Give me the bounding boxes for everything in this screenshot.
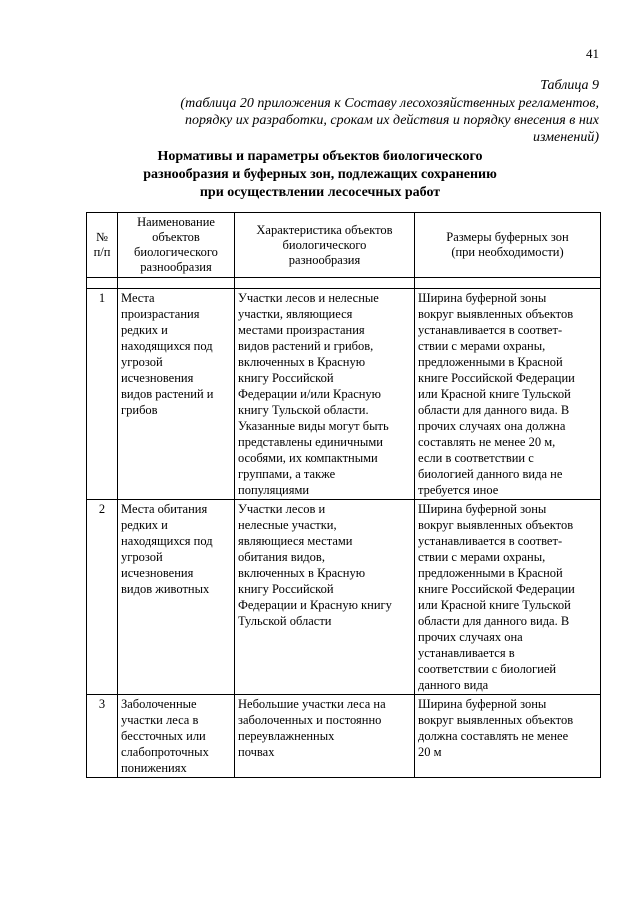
cell-line: включенных в Красную bbox=[238, 566, 366, 580]
header-cell-name bbox=[118, 213, 235, 278]
table-header-row bbox=[87, 213, 601, 278]
table-label: Таблица 9 bbox=[540, 78, 599, 93]
row-buffer-cell bbox=[415, 289, 601, 500]
cell-line: Участки лесов и нелесные bbox=[238, 291, 379, 305]
cell-line: книгу Российской bbox=[238, 371, 334, 385]
cell-line: нелесные участки, bbox=[238, 518, 337, 532]
cell-line: грибов bbox=[121, 403, 158, 417]
cell-line: угрозой bbox=[121, 355, 163, 369]
header-cell-buffer bbox=[415, 213, 601, 278]
cell-line: книге Российской Федерации bbox=[418, 371, 575, 385]
cell-line: Ширина буферной зоны bbox=[418, 697, 547, 711]
header-line: (при необходимости) bbox=[451, 245, 564, 259]
cell-line: книгу Российской bbox=[238, 582, 334, 596]
cell-line: прочих случаях она bbox=[418, 630, 523, 644]
cell-line: 20 м bbox=[418, 745, 442, 759]
cell-line: вокруг выявленных объектов bbox=[418, 518, 574, 532]
cell-line: Федерации и/или Красную bbox=[238, 387, 382, 401]
biodiversity-table bbox=[86, 212, 601, 778]
cell-line: вокруг выявленных объектов bbox=[418, 713, 574, 727]
cell-line: или Красной книге Тульской bbox=[418, 598, 571, 612]
cell-line: вокруг выявленных объектов bbox=[418, 307, 574, 321]
header-line: № bbox=[96, 230, 108, 244]
header-cell-number bbox=[87, 213, 118, 278]
row-name-cell bbox=[118, 500, 235, 695]
header-line: Характеристика объектов bbox=[256, 222, 393, 237]
row-number-cell: 2 bbox=[87, 500, 118, 695]
heading-line: при осуществлении лесосечных работ bbox=[199, 185, 441, 200]
cell-line: представлены единичными bbox=[238, 435, 383, 449]
table-spacer-row bbox=[87, 278, 601, 289]
cell-line: почвах bbox=[238, 745, 275, 759]
cell-line: включенных в Красную bbox=[238, 355, 366, 369]
cell-line: понижениях bbox=[121, 761, 187, 775]
cell-line: ствии с мерами охраны, bbox=[418, 339, 546, 353]
cell-line: видов растений и грибов, bbox=[238, 339, 374, 353]
cell-line: видов растений и bbox=[121, 387, 214, 401]
cell-line: произрастания bbox=[121, 307, 200, 321]
subtitle-line: порядку их разработки, срокам их действия и порядку внесения в них bbox=[185, 113, 599, 128]
cell-line: области для данного вида. В bbox=[418, 403, 570, 417]
cell-line: Тульской области bbox=[238, 614, 332, 628]
cell-line: исчезновения bbox=[121, 566, 194, 580]
cell-line: бессточных или bbox=[121, 729, 206, 743]
row-name-cell bbox=[118, 695, 235, 778]
row-buffer-cell bbox=[415, 695, 601, 778]
cell-line: находящихся под bbox=[121, 534, 213, 548]
cell-line: находящихся под bbox=[121, 339, 213, 353]
row-characteristic-cell bbox=[235, 695, 415, 778]
cell-line: если в соответствии с bbox=[418, 451, 534, 465]
row-characteristic-cell bbox=[235, 500, 415, 695]
cell-line: Места bbox=[121, 291, 155, 305]
cell-line: Участки лесов и bbox=[238, 502, 326, 516]
cell-line: области для данного вида. В bbox=[418, 614, 570, 628]
cell-line: требуется иное bbox=[418, 483, 499, 497]
cell-line: исчезновения bbox=[121, 371, 194, 385]
cell-line: соответствии с биологией bbox=[418, 662, 557, 676]
table-row bbox=[87, 695, 601, 778]
spacer-cell bbox=[415, 278, 601, 289]
cell-line: биологией данного вида не bbox=[418, 467, 563, 481]
cell-line: Небольшие участки леса на bbox=[238, 697, 386, 711]
header-line: биологического bbox=[282, 237, 367, 252]
cell-line: данного вида bbox=[418, 678, 489, 692]
cell-line: участки, являющиеся bbox=[238, 307, 353, 321]
page-number: 41 bbox=[586, 46, 599, 61]
cell-line: Места обитания bbox=[121, 502, 208, 516]
spacer-cell bbox=[87, 278, 118, 289]
row-characteristic-cell bbox=[235, 289, 415, 500]
cell-line: заболоченных и постоянно bbox=[238, 713, 382, 727]
cell-line: книгу Тульской области. bbox=[238, 403, 369, 417]
header-line: разнообразия bbox=[288, 252, 361, 267]
cell-line: Ширина буферной зоны bbox=[418, 502, 547, 516]
cell-line: видов животных bbox=[121, 582, 210, 596]
header-line: Наименование bbox=[137, 215, 215, 229]
cell-line: редких и bbox=[121, 518, 168, 532]
subtitle-line: изменений) bbox=[532, 130, 599, 145]
table-subtitle bbox=[120, 95, 599, 146]
cell-line: Указанные виды могут быть bbox=[238, 419, 389, 433]
cell-line: Федерации и Красную книгу bbox=[238, 598, 392, 612]
table-heading bbox=[120, 148, 520, 202]
subtitle-line: (таблица 20 приложения к Составу лесохозяйственных регламентов, bbox=[180, 96, 599, 111]
row-buffer-cell bbox=[415, 500, 601, 695]
table-row bbox=[87, 289, 601, 500]
cell-line: группами, а также bbox=[238, 467, 336, 481]
cell-line: Заболоченные bbox=[121, 697, 197, 711]
cell-line: переувлажненных bbox=[238, 729, 335, 743]
cell-line: ствии с мерами охраны, bbox=[418, 550, 546, 564]
cell-line: угрозой bbox=[121, 550, 163, 564]
table-row bbox=[87, 500, 601, 695]
row-number-cell: 1 bbox=[87, 289, 118, 500]
cell-line: устанавливается в bbox=[418, 646, 515, 660]
cell-line: местами произрастания bbox=[238, 323, 365, 337]
header-line: объектов bbox=[152, 230, 200, 244]
spacer-cell bbox=[118, 278, 235, 289]
header-line: Размеры буферных зон bbox=[446, 230, 569, 244]
cell-line: особями, их компактными bbox=[238, 451, 378, 465]
cell-line: Ширина буферной зоны bbox=[418, 291, 547, 305]
cell-line: слабопроточных bbox=[121, 745, 209, 759]
spacer-cell bbox=[235, 278, 415, 289]
cell-line: редких и bbox=[121, 323, 168, 337]
cell-line: обитания видов, bbox=[238, 550, 325, 564]
cell-line: составлять не менее 20 м, bbox=[418, 435, 556, 449]
heading-line: разнообразия и буферных зон, подлежащих сохранению bbox=[143, 167, 497, 182]
cell-line: устанавливается в соответ- bbox=[418, 534, 563, 548]
cell-line: предложенными в Красной bbox=[418, 355, 563, 369]
cell-line: устанавливается в соответ- bbox=[418, 323, 563, 337]
row-number-cell: 3 bbox=[87, 695, 118, 778]
cell-line: являющиеся местами bbox=[238, 534, 353, 548]
cell-line: прочих случаях она должна bbox=[418, 419, 566, 433]
cell-line: должна составлять не менее bbox=[418, 729, 569, 743]
cell-line: или Красной книге Тульской bbox=[418, 387, 571, 401]
row-name-cell bbox=[118, 289, 235, 500]
cell-line: предложенными в Красной bbox=[418, 566, 563, 580]
header-line: биологического bbox=[134, 245, 218, 259]
heading-line: Нормативы и параметры объектов биологического bbox=[157, 149, 483, 164]
header-line: разнообразия bbox=[140, 260, 212, 274]
cell-line: участки леса в bbox=[121, 713, 199, 727]
header-line: п/п bbox=[93, 245, 111, 259]
cell-line: книге Российской Федерации bbox=[418, 582, 575, 596]
header-cell-characteristic bbox=[235, 213, 415, 278]
cell-line: популяциями bbox=[238, 483, 310, 497]
